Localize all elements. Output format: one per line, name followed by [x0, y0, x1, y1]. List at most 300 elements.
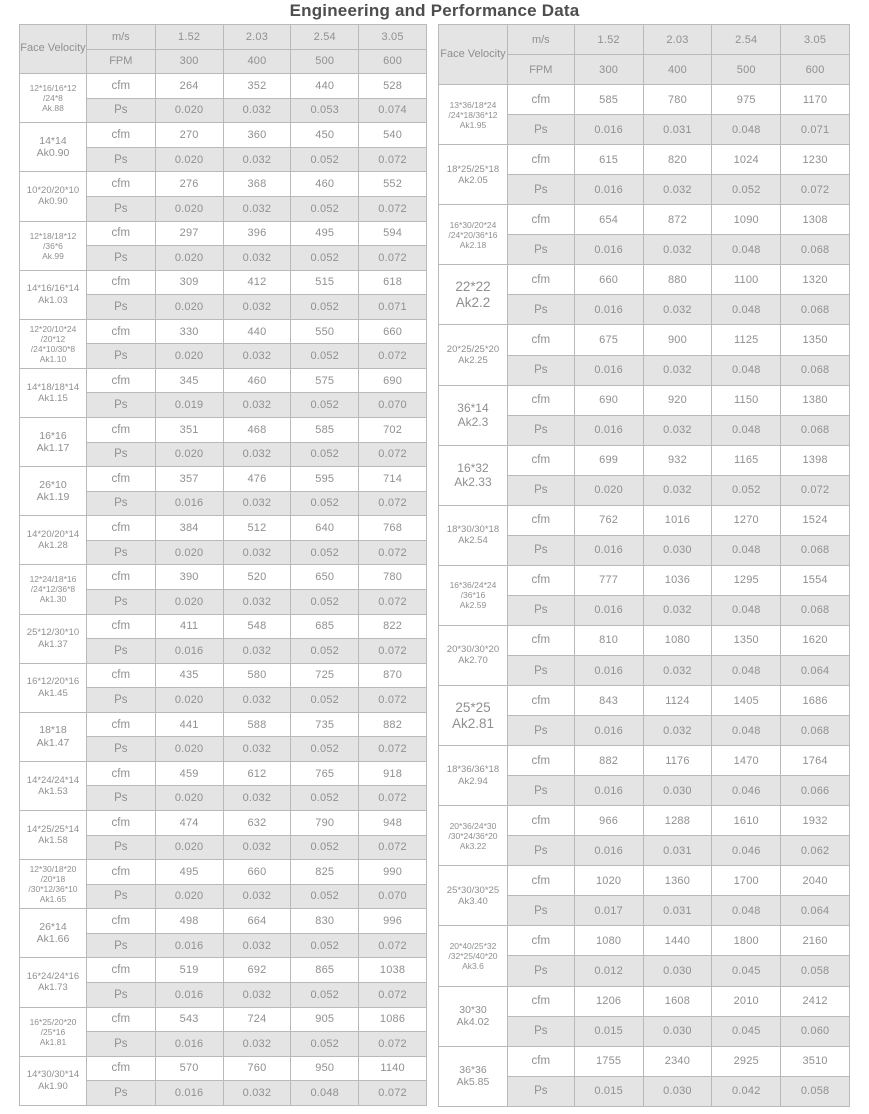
row-label-line: 25*30/30*25	[446, 884, 500, 896]
ps-value-cell: 0.016	[574, 716, 643, 746]
ps-value-cell: 0.072	[781, 175, 850, 205]
cfm-value-cell: 543	[155, 1007, 223, 1032]
row-label-line: Ak5.85	[456, 1076, 490, 1089]
ps-label-cell: Ps	[507, 956, 574, 986]
ps-value-cell: 0.032	[643, 655, 712, 685]
row-label-cell	[20, 761, 87, 810]
row-label-line: 12*16/16*12	[29, 83, 77, 94]
row-label-line: 25*25	[455, 699, 491, 715]
row-label-line: Ak2.3	[457, 415, 489, 430]
ps-value-cell: 0.032	[223, 98, 291, 123]
ps-value-cell: 0.030	[643, 956, 712, 986]
ps-value-cell: 0.048	[712, 896, 781, 926]
row-label-line: Ak0.90	[36, 147, 70, 160]
ps-value-cell: 0.068	[781, 355, 850, 385]
cfm-value-cell: 612	[223, 761, 291, 786]
row-label-cell	[20, 958, 87, 1007]
row-label-line: 25*12/30*10	[26, 627, 80, 639]
cfm-value-cell: 330	[155, 319, 223, 344]
row-label-line: Ak1.30	[39, 594, 67, 605]
ps-value-cell: 0.058	[781, 956, 850, 986]
ps-value-cell: 0.072	[359, 540, 427, 565]
ps-value-cell: 0.032	[223, 491, 291, 516]
tables-container	[19, 24, 850, 1107]
fpm-value-cell: 300	[155, 49, 223, 74]
ps-label-cell: Ps	[507, 836, 574, 866]
ps-label-cell: Ps	[507, 235, 574, 265]
cfm-value-cell: 1308	[781, 205, 850, 235]
ps-value-cell: 0.032	[643, 716, 712, 746]
cfm-value-cell: 882	[574, 746, 643, 776]
ps-value-cell: 0.068	[781, 535, 850, 565]
cfm-value-cell: 685	[291, 614, 359, 639]
ps-value-cell: 0.072	[359, 1081, 427, 1106]
ps-value-cell: 0.048	[291, 1081, 359, 1106]
ps-value-cell: 0.072	[359, 344, 427, 369]
row-label-line: Ak1.95	[459, 119, 487, 130]
row-label-line: Ak2.54	[458, 535, 488, 547]
row-label-line: /24*8	[43, 93, 63, 104]
cfm-label-cell: cfm	[86, 319, 155, 344]
row-label-cell	[20, 221, 87, 270]
cfm-label-cell: cfm	[507, 806, 574, 836]
cfm-value-cell: 1470	[712, 746, 781, 776]
cfm-value-cell: 735	[291, 712, 359, 737]
row-label-line: /24*18/36*12	[448, 109, 498, 120]
row-label-line: Ak1.47	[36, 736, 70, 749]
row-label-line: Ak1.65	[39, 894, 67, 905]
row-label-line: 10*20/20*10	[26, 185, 80, 197]
row-label-line: 16*24/24*16	[26, 971, 80, 983]
row-label-line: Ak2.2	[455, 294, 491, 310]
row-label-line: 14*14	[39, 134, 67, 147]
row-label-line: 16*32	[457, 461, 489, 476]
cfm-value-cell: 1380	[781, 385, 850, 415]
row-label-line: /30*24/36*20	[448, 830, 498, 841]
row-label-cell	[20, 909, 87, 958]
row-label-cell	[20, 172, 87, 221]
cfm-label-cell: cfm	[507, 385, 574, 415]
cfm-value-cell: 725	[291, 663, 359, 688]
row-label-line: Ak1.10	[39, 353, 67, 364]
cfm-value-cell: 1620	[781, 625, 850, 655]
row-label-line: Ak2.70	[458, 655, 488, 667]
row-label-line: /24*12/36*8	[30, 584, 76, 595]
row-label-line: Ak1.53	[38, 785, 68, 797]
cfm-value-cell: 1170	[781, 85, 850, 115]
row-label-line: Ak2.94	[458, 775, 488, 787]
cfm-value-cell: 512	[223, 516, 291, 541]
row-label-line: 20*30/30*20	[446, 644, 500, 656]
row-label-line: Ak1.15	[38, 392, 68, 404]
ps-label-cell: Ps	[86, 98, 155, 123]
cfm-value-cell: 948	[359, 811, 427, 836]
ps-value-cell: 0.071	[359, 295, 427, 320]
row-label-cell	[439, 505, 508, 565]
cfm-value-cell: 1086	[359, 1007, 427, 1032]
ps-value-cell: 0.052	[291, 884, 359, 909]
ps-value-cell: 0.045	[712, 1016, 781, 1046]
ps-value-cell: 0.016	[574, 655, 643, 685]
ps-value-cell: 0.020	[155, 295, 223, 320]
ps-label-cell: Ps	[86, 589, 155, 614]
row-label-cell	[439, 806, 508, 866]
ms-label-cell: m/s	[86, 25, 155, 50]
ps-value-cell: 0.032	[223, 835, 291, 860]
ps-label-cell: Ps	[86, 540, 155, 565]
cfm-value-cell: 1608	[643, 986, 712, 1016]
row-label-line: /24*10/30*8	[30, 343, 76, 354]
ps-value-cell: 0.032	[223, 639, 291, 664]
cfm-value-cell: 1350	[781, 325, 850, 355]
cfm-value-cell: 660	[574, 265, 643, 295]
cfm-value-cell: 1398	[781, 445, 850, 475]
ps-value-cell: 0.032	[643, 175, 712, 205]
cfm-value-cell: 640	[291, 516, 359, 541]
cfm-value-cell: 920	[643, 385, 712, 415]
ps-value-cell: 0.020	[155, 540, 223, 565]
cfm-value-cell: 777	[574, 565, 643, 595]
ps-value-cell: 0.072	[359, 933, 427, 958]
fpm-value-cell: 500	[291, 49, 359, 74]
ps-value-cell: 0.072	[359, 589, 427, 614]
ps-value-cell: 0.052	[291, 737, 359, 762]
row-label-line: 16*16	[39, 429, 67, 442]
row-label-cell	[439, 205, 508, 265]
ps-value-cell: 0.016	[574, 115, 643, 145]
cfm-value-cell: 975	[712, 85, 781, 115]
cfm-value-cell: 468	[223, 418, 291, 443]
cfm-value-cell: 654	[574, 205, 643, 235]
cfm-value-cell: 1090	[712, 205, 781, 235]
cfm-value-cell: 411	[155, 614, 223, 639]
cfm-value-cell: 825	[291, 860, 359, 885]
cfm-value-cell: 702	[359, 418, 427, 443]
fpm-label-cell: FPM	[507, 55, 574, 85]
cfm-label-cell: cfm	[507, 205, 574, 235]
cfm-value-cell: 1230	[781, 145, 850, 175]
row-label-cell	[20, 319, 87, 368]
cfm-value-cell: 384	[155, 516, 223, 541]
cfm-label-cell: cfm	[507, 1046, 574, 1076]
cfm-value-cell: 699	[574, 445, 643, 475]
row-label-line: /20*18	[40, 874, 66, 885]
ps-value-cell: 0.020	[155, 442, 223, 467]
cfm-label-cell: cfm	[86, 958, 155, 983]
row-label-line: 12*30/18*20	[29, 864, 77, 875]
row-label-line: 16*12/20*16	[26, 676, 80, 688]
ps-value-cell: 0.032	[223, 884, 291, 909]
cfm-value-cell: 3510	[781, 1046, 850, 1076]
row-label-cell	[20, 860, 87, 909]
ps-label-cell: Ps	[86, 933, 155, 958]
cfm-value-cell: 1124	[643, 686, 712, 716]
cfm-value-cell: 276	[155, 172, 223, 197]
ps-value-cell: 0.052	[291, 1032, 359, 1057]
row-label-cell	[439, 265, 508, 325]
ps-label-cell: Ps	[507, 716, 574, 746]
ps-value-cell: 0.052	[291, 491, 359, 516]
performance-table-left	[19, 24, 427, 1106]
row-label-line: 16*25/20*20	[29, 1016, 77, 1027]
ps-value-cell: 0.046	[712, 776, 781, 806]
row-label-cell	[439, 926, 508, 986]
cfm-value-cell: 460	[223, 368, 291, 393]
ps-value-cell: 0.052	[712, 475, 781, 505]
cfm-value-cell: 585	[574, 85, 643, 115]
cfm-value-cell: 495	[291, 221, 359, 246]
ps-label-cell: Ps	[86, 295, 155, 320]
cfm-label-cell: cfm	[507, 85, 574, 115]
row-label-line: Ak2.25	[458, 355, 488, 367]
cfm-value-cell: 396	[223, 221, 291, 246]
ps-value-cell: 0.072	[359, 196, 427, 221]
row-label-line: Ak0.90	[38, 196, 68, 208]
cfm-value-cell: 820	[643, 145, 712, 175]
ps-value-cell: 0.016	[574, 776, 643, 806]
ms-value-cell: 1.52	[574, 25, 643, 55]
ps-value-cell: 0.068	[781, 415, 850, 445]
row-label-line: Ak3.6	[462, 960, 484, 971]
cfm-value-cell: 1800	[712, 926, 781, 956]
cfm-value-cell: 552	[359, 172, 427, 197]
row-label-line: 20*40/25*32	[449, 940, 497, 951]
cfm-label-cell: cfm	[86, 565, 155, 590]
ps-value-cell: 0.017	[574, 896, 643, 926]
row-label-line: 14*20/20*14	[26, 529, 80, 541]
cfm-label-cell: cfm	[507, 445, 574, 475]
ps-value-cell: 0.016	[574, 355, 643, 385]
ps-value-cell: 0.072	[359, 147, 427, 172]
ps-value-cell: 0.030	[643, 1016, 712, 1046]
row-label-line: 12*20/10*24	[29, 323, 77, 334]
ps-value-cell: 0.045	[712, 956, 781, 986]
cfm-value-cell: 297	[155, 221, 223, 246]
cfm-value-cell: 1686	[781, 686, 850, 716]
ps-value-cell: 0.048	[712, 655, 781, 685]
row-label-cell	[20, 467, 87, 516]
row-label-line: Ak1.66	[36, 933, 70, 946]
ps-value-cell: 0.052	[291, 147, 359, 172]
ps-label-cell: Ps	[86, 196, 155, 221]
ps-label-cell: Ps	[86, 1081, 155, 1106]
row-label-line: /20*12	[40, 333, 66, 344]
row-label-cell	[20, 368, 87, 417]
row-label-cell	[439, 746, 508, 806]
ps-value-cell: 0.052	[291, 688, 359, 713]
ps-value-cell: 0.032	[223, 737, 291, 762]
ps-value-cell: 0.058	[781, 1076, 850, 1106]
ps-label-cell: Ps	[86, 344, 155, 369]
cfm-value-cell: 412	[223, 270, 291, 295]
ms-value-cell: 2.03	[643, 25, 712, 55]
row-label-line: 20*36/24*30	[449, 820, 497, 831]
cfm-value-cell: 1165	[712, 445, 781, 475]
ps-value-cell: 0.052	[291, 786, 359, 811]
ps-value-cell: 0.072	[359, 639, 427, 664]
performance-table-right	[438, 24, 850, 1107]
cfm-label-cell: cfm	[86, 712, 155, 737]
ps-value-cell: 0.074	[359, 98, 427, 123]
ps-value-cell: 0.032	[223, 442, 291, 467]
ps-label-cell: Ps	[507, 295, 574, 325]
ps-label-cell: Ps	[507, 355, 574, 385]
ps-value-cell: 0.068	[781, 595, 850, 625]
cfm-value-cell: 474	[155, 811, 223, 836]
ps-label-cell: Ps	[507, 1016, 574, 1046]
ps-value-cell: 0.016	[574, 535, 643, 565]
cfm-label-cell: cfm	[86, 221, 155, 246]
ps-value-cell: 0.046	[712, 836, 781, 866]
row-label-cell	[439, 565, 508, 625]
ps-value-cell: 0.016	[155, 639, 223, 664]
cfm-label-cell: cfm	[86, 761, 155, 786]
cfm-value-cell: 660	[359, 319, 427, 344]
ps-value-cell: 0.016	[574, 836, 643, 866]
row-label-line: 14*24/24*14	[26, 774, 80, 786]
ps-label-cell: Ps	[507, 475, 574, 505]
ps-value-cell: 0.020	[155, 835, 223, 860]
cfm-value-cell: 585	[291, 418, 359, 443]
row-label-cell	[20, 811, 87, 860]
cfm-value-cell: 515	[291, 270, 359, 295]
ps-label-cell: Ps	[507, 415, 574, 445]
row-label-line: Ak.99	[42, 250, 64, 261]
ps-value-cell: 0.016	[155, 1081, 223, 1106]
ps-value-cell: 0.030	[643, 535, 712, 565]
ps-value-cell: 0.030	[643, 776, 712, 806]
cfm-value-cell: 918	[359, 761, 427, 786]
row-label-line: Ak1.28	[38, 540, 68, 552]
ps-value-cell: 0.052	[291, 393, 359, 418]
cfm-value-cell: 264	[155, 74, 223, 99]
cfm-value-cell: 2925	[712, 1046, 781, 1076]
ps-value-cell: 0.048	[712, 235, 781, 265]
cfm-label-cell: cfm	[86, 1056, 155, 1081]
cfm-value-cell: 1140	[359, 1056, 427, 1081]
ps-value-cell: 0.072	[359, 982, 427, 1007]
cfm-value-cell: 2040	[781, 866, 850, 896]
cfm-value-cell: 441	[155, 712, 223, 737]
cfm-value-cell: 495	[155, 860, 223, 885]
ps-label-cell: Ps	[507, 535, 574, 565]
row-label-line: 18*30/30*18	[446, 524, 500, 536]
cfm-value-cell: 435	[155, 663, 223, 688]
row-label-line: Ak1.37	[38, 638, 68, 650]
ps-value-cell: 0.015	[574, 1016, 643, 1046]
ps-value-cell: 0.072	[359, 442, 427, 467]
ps-value-cell: 0.048	[712, 115, 781, 145]
ps-value-cell: 0.016	[155, 491, 223, 516]
row-label-line: Ak1.19	[36, 491, 70, 504]
cfm-label-cell: cfm	[507, 505, 574, 535]
ps-value-cell: 0.032	[223, 393, 291, 418]
cfm-label-cell: cfm	[86, 663, 155, 688]
cfm-value-cell: 2010	[712, 986, 781, 1016]
ps-value-cell: 0.048	[712, 415, 781, 445]
row-label-cell	[20, 565, 87, 614]
cfm-value-cell: 905	[291, 1007, 359, 1032]
ps-label-cell: Ps	[86, 884, 155, 909]
ps-value-cell: 0.016	[574, 595, 643, 625]
row-label-cell	[20, 270, 87, 319]
cfm-value-cell: 476	[223, 467, 291, 492]
cfm-value-cell: 810	[574, 625, 643, 655]
ps-value-cell: 0.015	[574, 1076, 643, 1106]
ps-value-cell: 0.020	[155, 344, 223, 369]
cfm-label-cell: cfm	[507, 325, 574, 355]
cfm-label-cell: cfm	[86, 614, 155, 639]
ps-value-cell: 0.016	[574, 235, 643, 265]
ms-value-cell: 3.05	[781, 25, 850, 55]
row-label-cell	[20, 663, 87, 712]
row-label-line: 36*14	[457, 400, 489, 415]
ps-label-cell: Ps	[507, 896, 574, 926]
row-label-line: Ak1.73	[38, 982, 68, 994]
cfm-value-cell: 309	[155, 270, 223, 295]
ps-value-cell: 0.032	[643, 595, 712, 625]
ps-label-cell: Ps	[507, 655, 574, 685]
cfm-value-cell: 830	[291, 909, 359, 934]
ps-value-cell: 0.012	[574, 956, 643, 986]
cfm-value-cell: 1350	[712, 625, 781, 655]
row-label-line: Ak2.05	[458, 174, 488, 186]
row-label-line: /25*16	[40, 1026, 66, 1037]
cfm-value-cell: 1036	[643, 565, 712, 595]
cfm-value-cell: 440	[223, 319, 291, 344]
ps-value-cell: 0.032	[643, 235, 712, 265]
cfm-value-cell: 822	[359, 614, 427, 639]
cfm-value-cell: 520	[223, 565, 291, 590]
row-label-cell	[20, 1007, 87, 1056]
ps-value-cell: 0.068	[781, 716, 850, 746]
cfm-value-cell: 2412	[781, 986, 850, 1016]
ps-value-cell: 0.052	[291, 246, 359, 271]
face-velocity-header: Face Velocity	[20, 25, 87, 74]
ps-value-cell: 0.064	[781, 655, 850, 685]
ps-value-cell: 0.068	[781, 295, 850, 325]
ps-value-cell: 0.032	[223, 688, 291, 713]
ps-value-cell: 0.020	[574, 475, 643, 505]
cfm-value-cell: 360	[223, 123, 291, 148]
cfm-value-cell: 650	[291, 565, 359, 590]
ps-label-cell: Ps	[86, 442, 155, 467]
row-label-line: 14*18/18*14	[26, 381, 80, 393]
ps-value-cell: 0.032	[223, 933, 291, 958]
row-label-line: 18*25/25*18	[446, 163, 500, 175]
ps-label-cell: Ps	[507, 175, 574, 205]
ps-value-cell: 0.066	[781, 776, 850, 806]
cfm-value-cell: 575	[291, 368, 359, 393]
cfm-value-cell: 714	[359, 467, 427, 492]
ps-value-cell: 0.072	[359, 491, 427, 516]
row-label-cell	[439, 686, 508, 746]
cfm-value-cell: 882	[359, 712, 427, 737]
cfm-value-cell: 345	[155, 368, 223, 393]
ps-value-cell: 0.070	[359, 884, 427, 909]
cfm-value-cell: 660	[223, 860, 291, 885]
cfm-value-cell: 1755	[574, 1046, 643, 1076]
cfm-value-cell: 1610	[712, 806, 781, 836]
ps-value-cell: 0.016	[155, 982, 223, 1007]
cfm-label-cell: cfm	[507, 565, 574, 595]
cfm-value-cell: 1440	[643, 926, 712, 956]
cfm-label-cell: cfm	[86, 909, 155, 934]
cfm-value-cell: 588	[223, 712, 291, 737]
cfm-value-cell: 900	[643, 325, 712, 355]
cfm-value-cell: 580	[223, 663, 291, 688]
page-title: Engineering and Performance Data	[289, 1, 580, 20]
